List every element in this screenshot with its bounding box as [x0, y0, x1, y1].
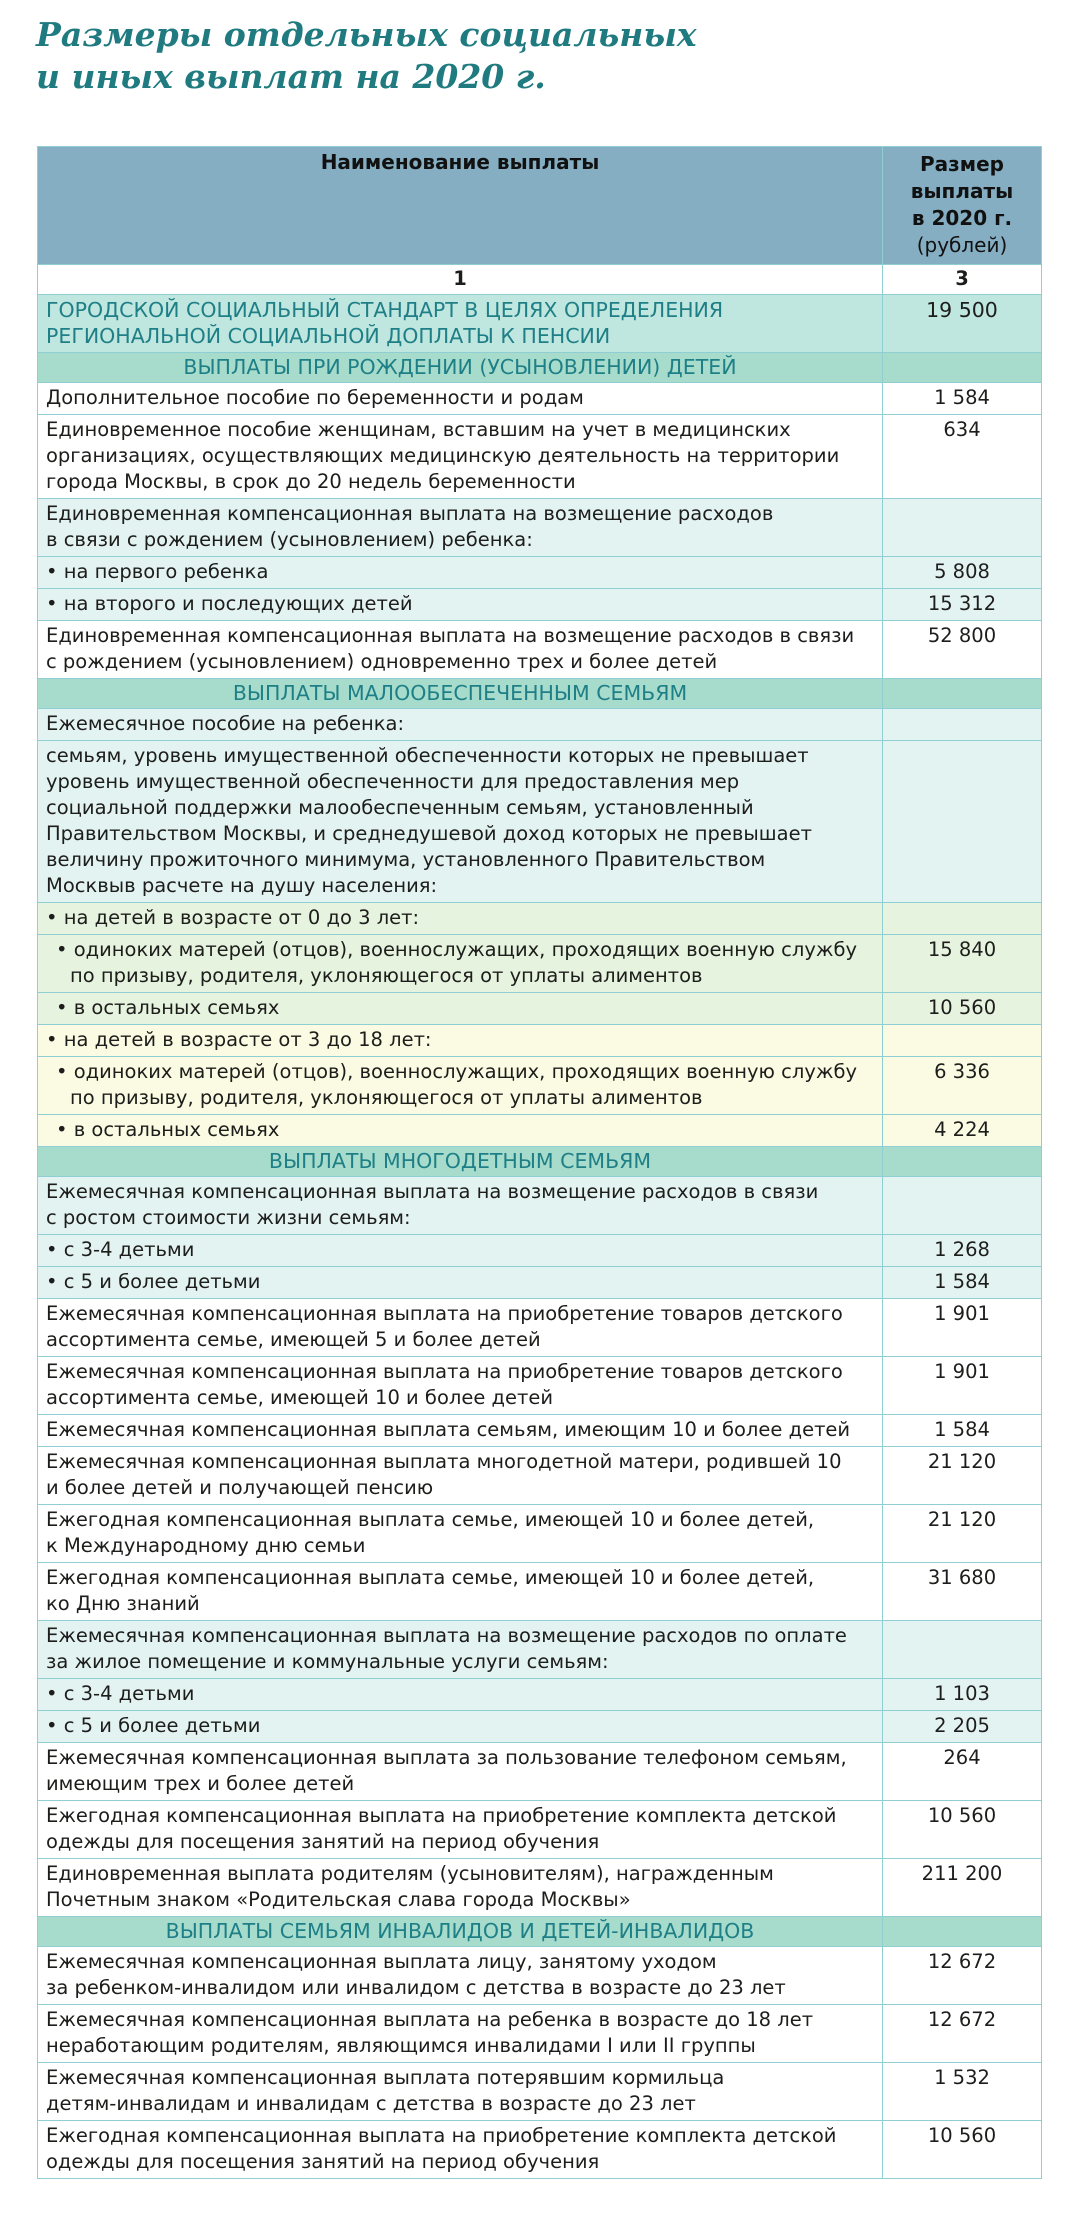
row-name — [38, 935, 883, 993]
row-line: в связи с рождением (усыновлением) ребенка: — [46, 528, 533, 551]
title-line: и иных выплат на 2020 г. — [36, 57, 546, 96]
row-value: 1 901 — [883, 1299, 1042, 1357]
row-value: 634 — [883, 415, 1042, 499]
table-row — [38, 935, 1042, 993]
row-name: • с 3-4 детьми — [38, 1679, 883, 1711]
row-value — [883, 709, 1042, 741]
row-value: 10 560 — [883, 993, 1042, 1025]
row-value — [883, 1177, 1042, 1235]
row-line: города Москвы, в срок до 20 недель беременности — [46, 470, 576, 493]
table-row — [38, 741, 1042, 903]
row-value — [883, 1025, 1042, 1057]
row-line: Ежемесячная компенсационная выплата многодетной матери, родившей 10 — [46, 1450, 842, 1473]
table-row — [38, 1415, 1042, 1447]
row-value: 1 532 — [883, 2063, 1042, 2121]
row-line: с рождением (усыновлением) одновременно трех и более детей — [46, 650, 718, 673]
row-value: 15 840 — [883, 935, 1042, 993]
row-value: 2 205 — [883, 1711, 1042, 1743]
row-line: по призыву, родителя, уклоняющегося от уплаты алиментов — [70, 1086, 703, 1109]
row-name — [38, 1357, 883, 1415]
column-number-row — [38, 265, 1042, 295]
table-row — [38, 1447, 1042, 1505]
row-line: за жилое помещение и коммунальные услуги семьям: — [46, 1650, 609, 1673]
row-line: ассортимента семье, имеющей 5 и более детей — [46, 1328, 541, 1351]
row-line: Ежемесячная компенсационная выплата на возмещение расходов в связи — [46, 1180, 819, 1203]
row-name — [38, 1115, 883, 1147]
row-name — [38, 1299, 883, 1357]
row-value: 10 560 — [883, 1801, 1042, 1859]
header-size — [883, 147, 1042, 265]
header-name: Наименование выплаты — [38, 147, 883, 265]
row-line: семьям, уровень имущественной обеспеченности которых не превышает — [46, 744, 809, 767]
row-line: Ежемесячная компенсационная выплата на приобретение товаров детского — [46, 1302, 843, 1325]
row-line: с ростом стоимости жизни семьям: — [46, 1206, 411, 1229]
row-name: • с 5 и более детьми — [38, 1267, 883, 1299]
row-value: 31 680 — [883, 1563, 1042, 1621]
row-name — [38, 993, 883, 1025]
table-row — [38, 2063, 1042, 2121]
table-row — [38, 709, 1042, 741]
table-row — [38, 415, 1042, 499]
row-line: Ежемесячная компенсационная выплата за пользование телефоном семьям, — [46, 1746, 847, 1769]
table-row — [38, 1563, 1042, 1621]
row-name — [38, 1563, 883, 1621]
table-row — [38, 1679, 1042, 1711]
row-line: к Международному дню семьи — [46, 1534, 366, 1557]
table-row — [38, 557, 1042, 589]
table-row — [38, 621, 1042, 679]
row-line: одежды для посещения занятий на период обучения — [46, 1830, 600, 1853]
section-heading-row — [38, 679, 1042, 709]
table-row — [38, 1057, 1042, 1115]
row-line: за ребенком-инвалидом или инвалидом с детства в возрасте до 23 лет — [46, 1976, 786, 1999]
header-size-unit: (рублей) — [916, 233, 1008, 257]
table-row — [38, 383, 1042, 415]
row-name — [38, 295, 883, 353]
row-value: 12 672 — [883, 1947, 1042, 2005]
row-name: • на второго и последующих детей — [38, 589, 883, 621]
row-line: неработающим родителям, являющимся инвалидами I или II группы — [46, 2034, 756, 2057]
row-line: • одиноких матерей (отцов), военнослужащих, проходящих военную службу — [56, 938, 858, 961]
table-row — [38, 295, 1042, 353]
row-line: величину прожиточного минимума, установленного Правительством — [46, 848, 766, 871]
row-value: 6 336 — [883, 1057, 1042, 1115]
row-line: Единовременная выплата родителям (усыновителям), награжденным — [46, 1862, 774, 1885]
row-name — [38, 1447, 883, 1505]
row-line: социальной поддержки малообеспеченным семьям, установленный — [46, 796, 754, 819]
row-name — [38, 621, 883, 679]
row-value: 52 800 — [883, 621, 1042, 679]
row-line: Ежегодная компенсационная выплата семье, имеющей 10 и более детей, — [46, 1566, 815, 1589]
table-row — [38, 589, 1042, 621]
row-line: РЕГИОНАЛЬНОЙ СОЦИАЛЬНОЙ ДОПЛАТЫ К ПЕНСИИ — [46, 324, 611, 348]
section-heading-row — [38, 1917, 1042, 1947]
table-row — [38, 499, 1042, 557]
table-row — [38, 1859, 1042, 1917]
row-name — [38, 1859, 883, 1917]
row-line: ассортимента семье, имеющей 10 и более детей — [46, 1386, 554, 1409]
header-size-line: выплаты — [910, 179, 1014, 203]
row-line: организациях, осуществляющих медицинскую деятельность на территории — [46, 444, 840, 467]
row-line: • одиноких матерей (отцов), военнослужащих, проходящих военную службу — [56, 1060, 858, 1083]
row-line: одежды для посещения занятий на период обучения — [46, 2150, 600, 2173]
table-row — [38, 2121, 1042, 2179]
row-line: Ежегодная компенсационная выплата на приобретение комплекта детской — [46, 2124, 837, 2147]
row-value — [883, 903, 1042, 935]
section-heading: ВЫПЛАТЫ ПРИ РОЖДЕНИИ (УСЫНОВЛЕНИИ) ДЕТЕЙ — [38, 353, 883, 383]
row-line: и более детей и получающей пенсию — [46, 1476, 434, 1499]
table-row — [38, 993, 1042, 1025]
table-header-row — [38, 147, 1042, 265]
table-row — [38, 1801, 1042, 1859]
table-row — [38, 1621, 1042, 1679]
row-line: по призыву, родителя, уклоняющегося от уплаты алиментов — [70, 964, 703, 987]
row-name — [38, 1621, 883, 1679]
row-name — [38, 1057, 883, 1115]
row-name — [38, 499, 883, 557]
row-line: ко Дню знаний — [46, 1592, 200, 1615]
row-line: • в остальных семьях — [56, 996, 280, 1019]
row-name: Ежемесячная компенсационная выплата семьям, имеющим 10 и более детей — [38, 1415, 883, 1447]
row-value: 10 560 — [883, 2121, 1042, 2179]
header-size-line: в 2020 г. — [911, 206, 1013, 230]
row-line: • в остальных семьях — [56, 1118, 280, 1141]
row-name — [38, 415, 883, 499]
table-row — [38, 2005, 1042, 2063]
row-value: 5 808 — [883, 557, 1042, 589]
row-line: Ежегодная компенсационная выплата семье, имеющей 10 и более детей, — [46, 1508, 815, 1531]
table-row — [38, 903, 1042, 935]
row-line: ГОРОДСКОЙ СОЦИАЛЬНЫЙ СТАНДАРТ В ЦЕЛЯХ ОПРЕДЕЛЕНИЯ — [46, 298, 724, 322]
section-heading: ВЫПЛАТЫ СЕМЬЯМ ИНВАЛИДОВ И ДЕТЕЙ-ИНВАЛИДОВ — [38, 1917, 883, 1947]
row-name: Ежемесячное пособие на ребенка: — [38, 709, 883, 741]
payments-table — [37, 146, 1042, 2179]
row-name: • на детей в возрасте от 3 до 18 лет: — [38, 1025, 883, 1057]
row-line: Единовременная компенсационная выплата на возмещение расходов — [46, 502, 774, 525]
row-value — [883, 1621, 1042, 1679]
row-line: Ежемесячная компенсационная выплата на возмещение расходов по оплате — [46, 1624, 847, 1647]
table-row — [38, 1357, 1042, 1415]
row-value: 1 901 — [883, 1357, 1042, 1415]
title-line: Размеры отдельных социальных — [36, 15, 697, 54]
row-name — [38, 1947, 883, 2005]
row-name: • на первого ребенка — [38, 557, 883, 589]
row-line: Единовременная компенсационная выплата на возмещение расходов в связи — [46, 624, 855, 647]
row-value — [883, 499, 1042, 557]
row-name — [38, 2063, 883, 2121]
row-value: 211 200 — [883, 1859, 1042, 1917]
row-name — [38, 1177, 883, 1235]
row-value: 1 268 — [883, 1235, 1042, 1267]
row-line: Единовременное пособие женщинам, вставшим на учет в медицинских — [46, 418, 791, 441]
row-line: Ежегодная компенсационная выплата на приобретение комплекта детской — [46, 1804, 837, 1827]
row-value: 1 584 — [883, 1267, 1042, 1299]
table-row — [38, 1115, 1042, 1147]
row-name — [38, 1505, 883, 1563]
section-heading: ВЫПЛАТЫ МАЛООБЕСПЕЧЕННЫМ СЕМЬЯМ — [38, 679, 883, 709]
row-name: • с 5 и более детьми — [38, 1711, 883, 1743]
table-row — [38, 1743, 1042, 1801]
row-line: уровень имущественной обеспеченности для предоставления мер — [46, 770, 740, 793]
row-value: 4 224 — [883, 1115, 1042, 1147]
row-line: Ежемесячная компенсационная выплата на ребенка в возрасте до 18 лет — [46, 2008, 814, 2031]
table-row — [38, 1177, 1042, 1235]
section-heading-row — [38, 353, 1042, 383]
row-line: Ежемесячная компенсационная выплата на приобретение товаров детского — [46, 1360, 843, 1383]
row-name: • с 3-4 детьми — [38, 1235, 883, 1267]
section-heading: ВЫПЛАТЫ МНОГОДЕТНЫМ СЕМЬЯМ — [38, 1147, 883, 1177]
row-line: имеющим трех и более детей — [46, 1772, 355, 1795]
row-line: Москвыв расчете на душу населения: — [46, 874, 438, 897]
row-line: Правительством Москвы, и среднедушевой доход которых не превышает — [46, 822, 812, 845]
row-value: 1 103 — [883, 1679, 1042, 1711]
table-row — [38, 1947, 1042, 2005]
section-heading-row — [38, 1147, 1042, 1177]
row-value: 21 120 — [883, 1505, 1042, 1563]
row-line: Почетным знаком «Родительская слава города Москвы» — [46, 1888, 631, 1911]
row-name — [38, 1801, 883, 1859]
row-value: 12 672 — [883, 2005, 1042, 2063]
row-value — [883, 741, 1042, 903]
table-row — [38, 1505, 1042, 1563]
row-line: Ежемесячная компенсационная выплата потерявшим кормильца — [46, 2066, 725, 2089]
row-name: • на детей в возрасте от 0 до 3 лет: — [38, 903, 883, 935]
row-name — [38, 741, 883, 903]
table-row — [38, 1025, 1042, 1057]
page-title — [36, 14, 697, 98]
table-row — [38, 1267, 1042, 1299]
row-value: 264 — [883, 1743, 1042, 1801]
row-value: 1 584 — [883, 1415, 1042, 1447]
row-line: детям-инвалидам и инвалидам с детства в возрасте до 23 лет — [46, 2092, 696, 2115]
header-size-line: Размер — [919, 152, 1004, 176]
row-value: 1 584 — [883, 383, 1042, 415]
row-value: 19 500 — [883, 295, 1042, 353]
row-name — [38, 2121, 883, 2179]
table-row — [38, 1299, 1042, 1357]
table-row — [38, 1711, 1042, 1743]
table-row — [38, 1235, 1042, 1267]
row-name — [38, 1743, 883, 1801]
row-value: 15 312 — [883, 589, 1042, 621]
row-name — [38, 2005, 883, 2063]
column-number: 3 — [883, 265, 1042, 295]
row-name: Дополнительное пособие по беременности и родам — [38, 383, 883, 415]
row-value: 21 120 — [883, 1447, 1042, 1505]
column-number: 1 — [38, 265, 883, 295]
row-line: Ежемесячная компенсационная выплата лицу, занятому уходом — [46, 1950, 717, 1973]
